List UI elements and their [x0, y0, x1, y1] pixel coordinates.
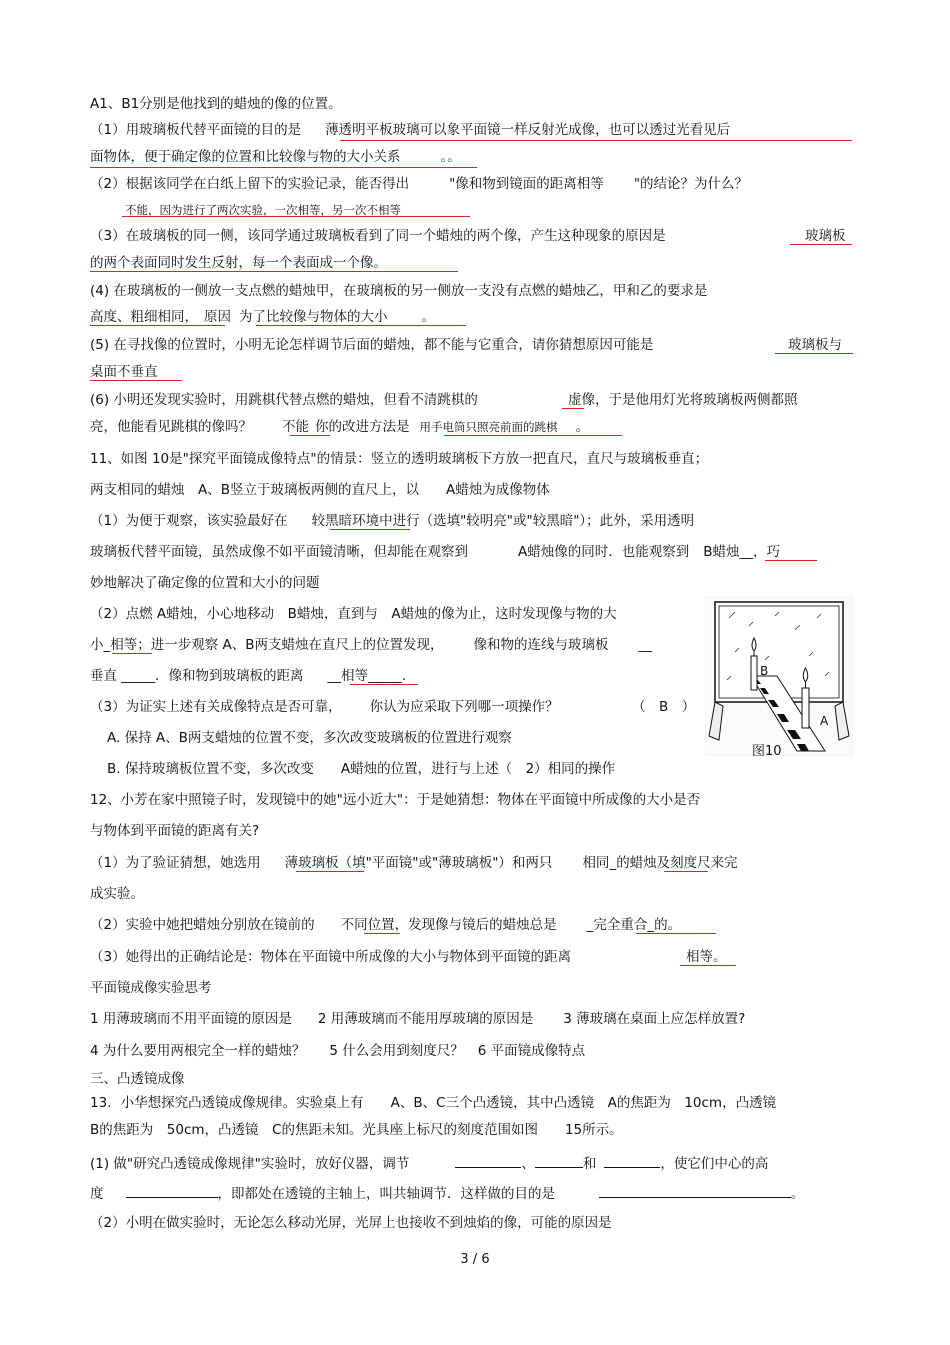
answer-underline [790, 244, 852, 245]
text-line: （3）为证实上述有关成像特点是否可靠， 你认为应采取下列哪一项操作？ [90, 699, 559, 715]
answer-text: 的两个表面同时发生反射，每一个表面成一个像。 [90, 255, 387, 271]
text-line: 成实验。 [90, 886, 144, 902]
text-line: 玻璃板代替平面镜，虽然成像不如平面镜清晰，但却能在观察到 A蜡烛像的同时．也能观察到 B蜡烛__，巧 [90, 544, 781, 560]
answer-text: 面物体，便于确定像的位置和比较像与物的大小关系 [90, 149, 401, 165]
answer-text: 较黑暗 [311, 513, 353, 529]
fill-blank[interactable] [604, 1153, 660, 1168]
option-text: B. 保持玻璃板位置不变，多次改变 A蜡烛的位置，进行与上述（ 2）相同的操作 [107, 761, 616, 777]
text-line: 两支相同的蜡烛 A、B竖立于玻璃板两侧的直尺上，以 A蜡烛为成像物体 [90, 482, 550, 498]
answer-text: 不同 [340, 917, 368, 933]
answer-underline [340, 140, 852, 141]
answer-underline [90, 380, 182, 381]
page-number: 3 / 6 [460, 1252, 490, 1267]
text-line: A1、B1分别是他找到的蜡烛的像的位置。 [90, 96, 342, 112]
answer-text: 为了比较像与物体的大小 [239, 309, 388, 325]
answer-text: B蜡烛 [703, 544, 740, 560]
option-text: A. 保持 A、B两支蜡烛的位置不变，多次改变玻璃板的位置进行观察 [107, 730, 512, 746]
answer-text: 薄透明平板玻璃可以象平面镜一样反射光成像，也可以透过光看见后 [325, 122, 731, 138]
answer-underline [444, 435, 622, 436]
answer-underline [364, 933, 400, 934]
answer-text: 玻璃板 [805, 228, 846, 244]
text-line: （3）在玻璃板的同一侧，该同学通过玻璃板看到了同一个蜡烛的两个像，产生这种现象的原因是 [90, 228, 666, 244]
answer-underline [90, 325, 225, 326]
fill-blank[interactable] [455, 1153, 521, 1168]
answer-underline [765, 560, 817, 561]
answer-underline [562, 408, 584, 409]
section-heading: 三、凸透镜成像 [90, 1071, 185, 1087]
answer-text: 高度、粗细相同， [90, 309, 198, 325]
answer-underline [350, 684, 418, 685]
answer-text: 相等。 [686, 949, 727, 965]
figure-label-a: A [820, 714, 829, 728]
answer-text: 玻璃板与 [788, 337, 842, 353]
text-line: （1）为便于观察，该实验最好在 较黑暗环境中进行（选填"较明亮"或"较黑暗"）；此外，采用透明 [90, 513, 695, 529]
answer-text: 薄玻璃板 [284, 855, 339, 871]
text-line: 度 ，即都处在透镜的主轴上，叫共轴调节．这样做的目的是 。 [90, 1183, 805, 1203]
answer-text: 虚 [568, 392, 582, 408]
answer-underline [90, 271, 458, 272]
fill-blank[interactable] [535, 1153, 583, 1168]
answer-underline [122, 216, 470, 217]
figure-10-illustration [705, 596, 853, 756]
text-line: 面物体，便于确定像的位置和比较像与物的大小关系 。。 [90, 149, 461, 165]
answer-text: 不能 [282, 419, 309, 435]
answer-underline [290, 435, 330, 436]
answer-underline [296, 871, 364, 872]
text-line: 虚像，于是他用灯光将玻璃板两侧都照 [568, 392, 798, 408]
section-heading: 平面镜成像实验思考 [90, 980, 212, 996]
text-line: （1）为了验证猜想，她选用 薄玻璃板（填"平面镜"或"薄玻璃板"）和两只 相同_的蜡烛及刻度尺来完 [90, 855, 738, 871]
text-line: （2）根据该同学在白纸上留下的实验记录，能否得出 "像和物到镜面的距离相等 "的结论？为什么？ [90, 176, 749, 192]
text-line: （2）实验中她把蜡烛分别放在镜前的 不同位置，发现像与镜后的蜡烛总是 _完全重合_的。 [90, 917, 682, 933]
text-line: 与物体到平面镜的距离有关? [90, 823, 260, 839]
answer-text: （ B ） [632, 699, 696, 715]
text-line: 垂直 _____．像和物到玻璃板的距离 __相等_____. [90, 668, 407, 684]
text-line: (1) 做"研究凸透镜成像规律"实验时，放好仪器，调节 、 和 ，使它们中心的高 [90, 1153, 768, 1173]
answer-text: 桌面不垂直 [90, 364, 158, 380]
text-line: 亮，他能看见跳棋的像吗？ 不能 你的改进方法是 用手电筒只照亮前面的跳棋 。 [90, 419, 589, 435]
text-line: (6) 小明还发现实验时，用跳棋代替点燃的蜡烛，但看不清跳棋的 [90, 392, 478, 408]
text-line: (5) 在寻找像的位置时，小明无论怎样调节后面的蜡烛，都不能与它重合，请你猜想原因可能是 [90, 337, 654, 353]
answer-text: 相同 [582, 855, 610, 871]
figure-label-b: B [760, 664, 769, 678]
answer-underline [330, 529, 410, 530]
text-line: （3）她得出的正确结论是：物体在平面镜中所成像的大小与物体到平面镜的距离 [90, 949, 572, 965]
answer-text: _完全重合 [586, 917, 648, 933]
answer-underline [664, 871, 708, 872]
figure-caption: 图10 [752, 744, 782, 759]
text-line: （2）点燃 A蜡烛，小心地移动 B蜡烛，直到与 A蜡烛的像为止，这时发现像与物的大 [90, 606, 617, 622]
text-line: (4) 在玻璃板的一侧放一支点燃的蜡烛甲，在玻璃板的另一侧放一支没有点燃的蜡烛乙，甲和乙的要求是 [90, 283, 708, 299]
answer-underline [256, 325, 466, 326]
answer-underline [775, 353, 853, 354]
answer-text: __相等 [327, 668, 369, 684]
text-line: 小_相等；进一步观察 A、B两支蜡烛在直尺上的位置发现， 像和物的连线与玻璃板 __ [90, 637, 653, 653]
answer-underline [90, 167, 477, 168]
answer-underline [636, 933, 716, 934]
text-line: 高度、粗细相同， 原因 为了比较像与物体的大小 。 [90, 309, 435, 325]
text-line: 妙地解决了确定像的位置和大小的问题 [90, 575, 320, 591]
text-line: （2）小明在做实验时，无论怎么移动光屏，光屏上也接收不到烛焰的像，可能的原因是 [90, 1215, 612, 1231]
text-line: 13．小华想探究凸透镜成像规律。实验桌上有 A、B、C三个凸透镜，其中凸透镜 A的焦距为 10cm，凸透镜 [90, 1095, 777, 1111]
answer-underline [112, 653, 152, 654]
text-line: 1 用薄玻璃而不用平面镜的原因是 2 用薄玻璃而不能用厚玻璃的原因是 3 薄玻璃在桌面上应怎样放置? [90, 1011, 746, 1027]
answer-text: 不能，因为进行了两次实验，一次相等，另一次不相等 [125, 203, 401, 217]
answer-text: _相等 [103, 637, 138, 653]
text-line: 12、小芳在家中照镜子时，发现镜中的她"远小近大"：于是她猜想：物体在平面镜中所成像的大小是否 [90, 792, 701, 808]
answer-underline [680, 965, 736, 966]
answer-text: 用手电筒只照亮前面的跳棋 [419, 420, 558, 434]
text-line: 4 为什么要用两根完全一样的蜡烛？ 5 什么会用到刻度尺？ 6 平面镜成像特点 [90, 1043, 586, 1059]
text-line: B的焦距为 50cm，凸透镜 C的焦距未知。光具座上标尺的刻度范围如图 15所示。 [90, 1122, 623, 1138]
fill-blank[interactable] [126, 1183, 218, 1198]
text-line: （1）用玻璃板代替平面镜的目的是 薄透明平板玻璃可以象平面镜一样反射光成像，也可以透过光看见后 [90, 122, 731, 138]
text-line: 11、如图 10是"探究平面镜成像特点"的情景：竖立的透明玻璃板下方放一把直尺，直尺与玻璃板垂直； [90, 451, 709, 467]
fill-blank[interactable] [599, 1183, 791, 1198]
